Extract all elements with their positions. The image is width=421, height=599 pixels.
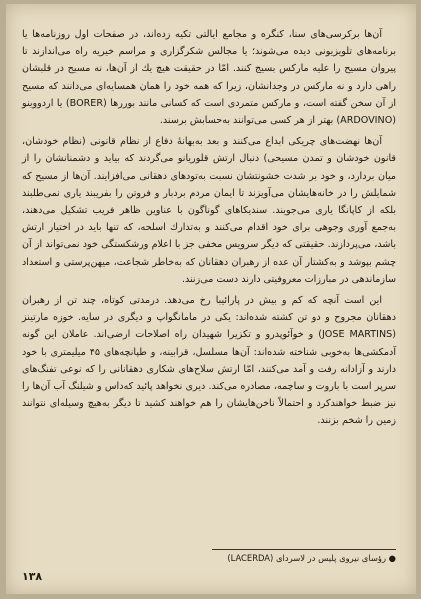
paragraph-3: این است آنچه که کم و بیش در پارائیبا رخ می‌دهد. درمدتی کوتاه، چند تن از رهبران دهقانان مجروح و دو تن کشته شده‌اند: یکی در مامانگواپ و دیگری در سایه. خوزه مارتینز (JOSE MARTINS) و خوآئوپدرو و تکزیرا شهیدان راه اصلاحات ارضی‌اند. عاملان این گونه آدمکشی‌ها به‌خوبی شناخته شده‌اند: آن‌ها مسلسل، قرابینه، و طپانچه‌های ۴۵ میلیمتری با خود دارند و آزادانه رفت و آمد می‌کنند، امّا ارتش سلاح‌های شکاری دهقانانی را که نوعی تفنگ‌های سرپر است با باروت و ساچمه، مصادره می‌کند. دیری نخواهد پائید که‌داس و شیلنگ آب آن‌ها را نیز ضبط خواهندکرد و احتمالاً ناخن‌هایشان را هم خواهند کشید تا دیگر به‌هیچ وسیله‌ای نتوانند زمین را شخم بزنند. [22, 295, 396, 427]
footnote-divider [212, 549, 396, 550]
page-number: ۱۳۸ [22, 570, 43, 583]
footnote: ● رؤسای نیروی پلیس در لاسردای (LACERDA) [227, 553, 396, 563]
paragraph-1: آن‌ها برکرسی‌های سنا، کنگره و مجامع ایالتی تکیه زده‌اند، در صفحات اول روزنامه‌ها یا برنامه‌های تلویزیونی دیده می‌شوند؛ یا مجالس شکرگزاری و مراسم خیریه راه می‌اندازند تا پیروان مسیح را علیه مارکس بسیج کنند. امّا در حقیقت هیچ یك از آن‌ها، نه مسیح در قلبشان راهی دارد و نه مارکس در وجدانشان، زیرا که همه خود را همان همسایه‌ای می‌دانند که مسیح از آن سخن گفته است، و مارکس متمردی است که کسانی مانند بوررها (BORER) یا اردووینو (ARDOVINO) بهتر از هر کسی می‌توانند به‌حسابش برسند. [22, 29, 397, 127]
paragraph-2: آن‌ها نهضت‌های چریکی ابداع می‌کنند و بعد به‌بهانهٔ دفاع از نظام قانونی (نظام خودشان، قانون خودشان و تمدن مسیحی) دنبال ارتش قلوریانو می‌گردند که بیاید و دشمنانشان را از میان بردارد، و خود بر شدت خشونتشان نسبت به‌تودهای دهقانی می‌افزایند. آن‌ها از مسیح که شمایلش را در خانه‌هایشان می‌آویزند تا ایمان مردم بردبار و فروتن را بفریبند یاری نمی‌طلبند بلکه از کاپانگا یاری می‌جویند. سندیکاهای گوناگون با عناوین ظاهر فریب تشکیل می‌دهند، به‌جمع آوری وجوهی برای خود اقدام می‌کنند و به‌تدارك اسلحه، که تنها باید در اختیار ارتش باشد، می‌پردازند. حقیقتی که دیگر سرویس مخفی جز با اعلام ورشکستگی خود نمی‌تواند از آن چشم بپوشد و به‌کشتار آن عده از رهبران دهقانان که به‌خاطر شجاعت، میهن‌پرستی و استعداد سازماندهی در مبارزات معروفیتی دارند دست می‌زنند. [22, 136, 396, 285]
book-page [6, 4, 416, 594]
body-text [22, 26, 396, 434]
